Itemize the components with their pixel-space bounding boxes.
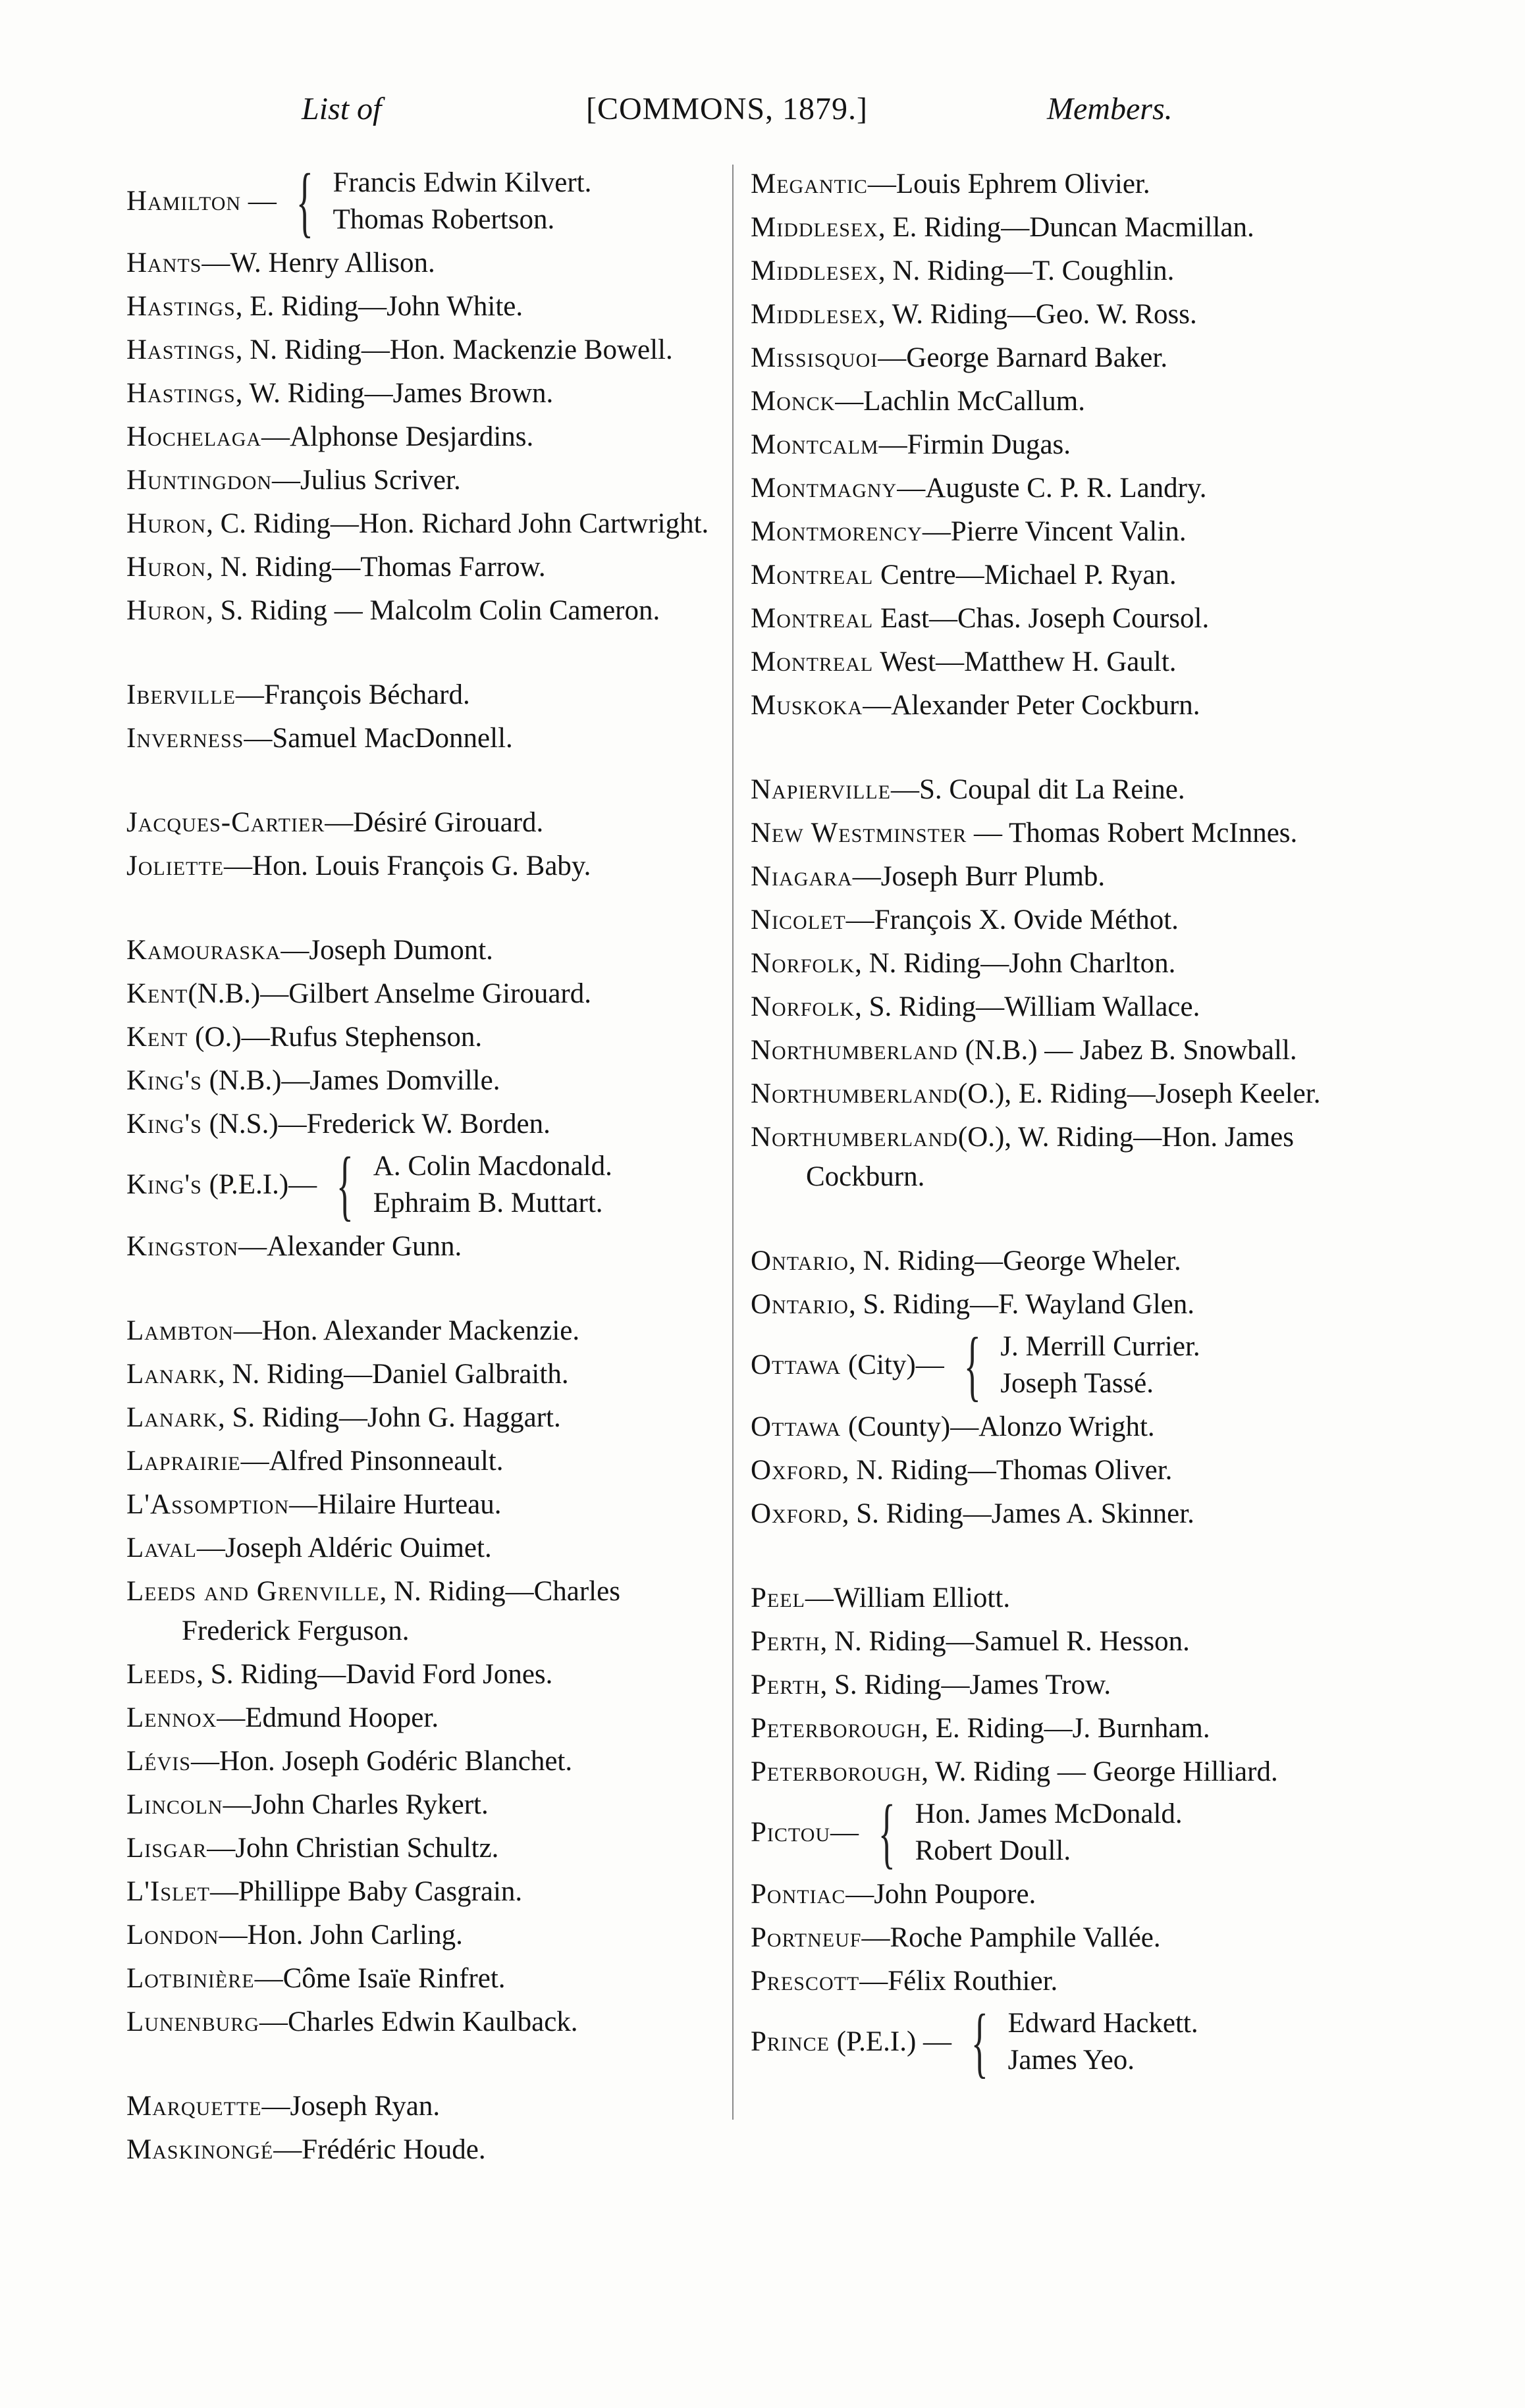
- member-entry: [751, 1494, 1342, 1534]
- constituency-name: Kent: [126, 978, 188, 1009]
- constituency-name: Lennox: [126, 1702, 217, 1733]
- member-details: —Hon. Alexander Mackenzie.: [233, 1315, 580, 1346]
- member-details: , W. Riding—James Brown.: [235, 378, 554, 409]
- member-entry: [126, 1018, 724, 1057]
- member-details: —Félix Routhier.: [859, 1966, 1058, 1997]
- member-details: —W. Henry Allison.: [201, 248, 435, 278]
- member-details: —Côme Isaïe Rinfret.: [254, 1963, 506, 1994]
- section-gap: [126, 890, 724, 931]
- constituency-suffix: (P.E.I.) —: [829, 2026, 952, 2057]
- header-center: [COMMONS, 1879.]: [586, 92, 869, 126]
- constituency-name: Middlesex: [751, 299, 878, 330]
- member-entry: [751, 251, 1342, 291]
- section-gap: [126, 2046, 724, 2087]
- member-entry: [751, 1118, 1342, 1197]
- constituency-name: Kent: [126, 1022, 188, 1053]
- constituency-name: Prince: [751, 2026, 830, 2057]
- member-name: J. Merrill Currier.: [1000, 1331, 1200, 1362]
- member-details: —Hon. John Carling.: [219, 1920, 463, 1950]
- member-entry: [126, 1959, 724, 1999]
- member-entry: [751, 1074, 1342, 1114]
- member-entry: [751, 1579, 1342, 1618]
- member-details: , S. Riding—James Trow.: [820, 1669, 1111, 1700]
- member-entry: [126, 2130, 724, 2170]
- constituency-suffix: —: [241, 186, 277, 217]
- member-details: —François Béchard.: [235, 679, 470, 710]
- constituency-label: [751, 1346, 944, 1385]
- member-details: (N.B.)—Gilbert Anselme Girouard.: [188, 978, 591, 1009]
- constituency-name: Lincoln: [126, 1789, 223, 1820]
- member-details: —Samuel MacDonnell.: [244, 723, 513, 754]
- member-entry: [126, 1311, 724, 1351]
- member-name: Joseph Tassé.: [1000, 1368, 1154, 1399]
- member-entry: [751, 1622, 1342, 1662]
- constituency-name: Northumberland: [751, 1122, 958, 1153]
- member-details: — Thomas Robert McInnes.: [967, 818, 1298, 849]
- member-name: A. Colin Macdonald.: [373, 1151, 612, 1182]
- member-entry: [126, 1655, 724, 1694]
- member-details: —Roche Pamphile Vallée.: [861, 1922, 1161, 1953]
- left-column: [126, 157, 724, 2174]
- member-entry-multi: [751, 1321, 1342, 1409]
- member-entry: [751, 1875, 1342, 1914]
- member-details: —Hon. Joseph Godéric Blanchet.: [190, 1746, 573, 1777]
- member-entry: [751, 1031, 1342, 1070]
- member-names: [333, 165, 591, 238]
- member-details: —Joseph Ryan.: [261, 2091, 441, 2122]
- constituency-name: Portneuf: [751, 1922, 862, 1953]
- constituency-name: Montreal: [751, 603, 874, 634]
- constituency-name: Missisquoi: [751, 342, 878, 373]
- member-details: —Phillippe Baby Casgrain.: [210, 1876, 523, 1907]
- constituency-suffix: (City)—: [841, 1349, 944, 1380]
- member-entry: [751, 944, 1342, 983]
- constituency-name: Huron: [126, 595, 207, 626]
- constituency-name: Jacques-Cartier: [126, 807, 325, 838]
- member-entry: [751, 425, 1342, 465]
- constituency-name: King's: [126, 1065, 202, 1096]
- constituency-suffix: —: [830, 1817, 859, 1848]
- member-entry: [751, 987, 1342, 1027]
- member-entry: [751, 686, 1342, 725]
- constituency-name: Northumberland: [751, 1035, 958, 1066]
- member-entry: [126, 1872, 724, 1912]
- constituency-name: Oxford: [751, 1498, 842, 1529]
- member-entry: [126, 1785, 724, 1825]
- member-entry: [126, 803, 724, 843]
- constituency-name: Pictou: [751, 1817, 831, 1848]
- member-details: —Alfred Pinsonneault.: [240, 1446, 504, 1477]
- constituency-name: New Westminster: [751, 818, 967, 849]
- member-details: —John Poupore.: [845, 1879, 1036, 1910]
- member-details: , N. Riding—Daniel Galbraith.: [217, 1359, 569, 1390]
- brace-glyph: {: [878, 1789, 896, 1876]
- constituency-name: Perth: [751, 1669, 820, 1700]
- member-details: (N.B.) — Jabez B. Snowball.: [957, 1035, 1297, 1066]
- member-details: —Firmin Dugas.: [878, 429, 1071, 460]
- member-details: , N. Riding—Samuel R. Hesson.: [820, 1626, 1190, 1657]
- brace-glyph: {: [296, 157, 313, 245]
- section-gap: [126, 1270, 724, 1311]
- member-details: , E. Riding—Duncan Macmillan.: [878, 212, 1254, 243]
- constituency-name: Napierville: [751, 774, 891, 805]
- constituency-name: Ottawa: [751, 1411, 842, 1442]
- member-entry: [126, 847, 724, 886]
- member-details: —Lachlin McCallum.: [835, 386, 1086, 417]
- member-details: —Alexander Gunn.: [238, 1231, 462, 1262]
- member-entry: [751, 512, 1342, 552]
- constituency-name: Ontario: [751, 1245, 849, 1276]
- member-entry: [751, 1407, 1342, 1447]
- member-names: [1000, 1328, 1200, 1402]
- header-left: List of: [302, 92, 382, 126]
- member-details: (O.), E. Riding—Joseph Keeler.: [957, 1078, 1321, 1109]
- member-entry: [751, 1962, 1342, 2001]
- constituency-name: Leeds and Grenville: [126, 1576, 380, 1607]
- member-entry: [126, 1529, 724, 1568]
- page-header: [0, 91, 1525, 137]
- member-details: —Joseph Aldéric Ouimet.: [196, 1532, 492, 1563]
- constituency-name: Hamilton: [126, 186, 242, 217]
- constituency-name: Hastings: [126, 291, 236, 322]
- member-entry: [126, 1398, 724, 1438]
- member-name: Edward Hackett.: [1007, 2008, 1198, 2039]
- section-gap: [751, 1201, 1342, 1242]
- member-entry: [751, 208, 1342, 248]
- member-details: —Louis Ephrem Olivier.: [867, 169, 1150, 199]
- constituency-name: Huntingdon: [126, 465, 273, 496]
- constituency-name: Huron: [126, 552, 207, 583]
- constituency-name: Laval: [126, 1532, 197, 1563]
- member-details: —François X. Ovide Méthot.: [845, 904, 1179, 935]
- constituency-name: Niagara: [751, 861, 853, 892]
- constituency-name: Marquette: [126, 2091, 262, 2122]
- member-entry: [751, 1918, 1342, 1958]
- constituency-name: Megantic: [751, 169, 868, 199]
- member-name: Thomas Robertson.: [333, 204, 555, 235]
- constituency-name: Lambton: [126, 1315, 234, 1346]
- constituency-label: [126, 182, 277, 221]
- member-entry: [126, 1829, 724, 1868]
- member-details: —George Barnard Baker.: [878, 342, 1168, 373]
- member-details: —William Elliott.: [805, 1583, 1011, 1613]
- member-details: —John Charles Rykert.: [223, 1789, 489, 1820]
- member-name: Francis Edwin Kilvert.: [333, 167, 592, 198]
- member-entry: [126, 1355, 724, 1394]
- member-entry: [126, 719, 724, 758]
- member-details: —S. Coupal dit La Reine.: [890, 774, 1185, 805]
- member-entry: [751, 382, 1342, 421]
- section-gap: [751, 729, 1342, 770]
- member-entry: [126, 287, 724, 327]
- constituency-name: Hants: [126, 248, 202, 278]
- constituency-name: Peel: [751, 1583, 805, 1613]
- constituency-name: Middlesex: [751, 255, 878, 286]
- member-entry: [751, 814, 1342, 853]
- member-entry: [126, 244, 724, 283]
- constituency-name: L'Assomption: [126, 1489, 290, 1520]
- member-entry: [751, 1752, 1342, 1792]
- member-entry: [751, 770, 1342, 810]
- member-details: —Hilaire Hurteau.: [289, 1489, 502, 1520]
- member-entry: [751, 1709, 1342, 1748]
- right-column: [751, 165, 1342, 2084]
- member-details: , S. Riding—William Wallace.: [855, 991, 1200, 1022]
- member-details: —Joseph Burr Plumb.: [852, 861, 1106, 892]
- constituency-name: Peterborough: [751, 1756, 922, 1787]
- constituency-name: Peterborough: [751, 1713, 922, 1744]
- member-entry: [751, 1285, 1342, 1324]
- member-details: , N. Riding—T. Coughlin.: [878, 255, 1175, 286]
- member-entry: [126, 330, 724, 370]
- constituency-name: Leeds: [126, 1659, 197, 1690]
- member-entry: [751, 642, 1342, 682]
- member-details: East—Chas. Joseph Coursol.: [873, 603, 1210, 634]
- header-right: Members.: [1047, 92, 1173, 126]
- member-entry: [126, 504, 724, 544]
- member-entry: [751, 1665, 1342, 1705]
- constituency-name: Montcalm: [751, 429, 879, 460]
- member-details: (County)—Alonzo Wright.: [841, 1411, 1155, 1442]
- member-entry: [126, 931, 724, 970]
- constituency-name: Hochelaga: [126, 421, 262, 452]
- member-name: Hon. James McDonald.: [915, 1798, 1183, 1829]
- section-gap: [126, 762, 724, 803]
- member-entry: [751, 857, 1342, 897]
- constituency-name: Montmagny: [751, 473, 897, 504]
- column-divider: [732, 165, 734, 2120]
- constituency-name: Inverness: [126, 723, 244, 754]
- constituency-name: Kingston: [126, 1231, 239, 1262]
- constituency-name: Ontario: [751, 1289, 849, 1320]
- constituency-name: Ottawa: [751, 1349, 842, 1380]
- member-entry: [751, 1242, 1342, 1281]
- constituency-name: Monck: [751, 386, 836, 417]
- member-entry-multi: [126, 1141, 724, 1228]
- member-entry: [751, 165, 1342, 204]
- member-entry: [126, 2002, 724, 2042]
- member-details: , E. Riding—John White.: [235, 291, 523, 322]
- member-details: , S. Riding—F. Wayland Glen.: [848, 1289, 1195, 1320]
- constituency-name: Northumberland: [751, 1078, 958, 1109]
- member-names: [373, 1148, 612, 1222]
- constituency-name: Norfolk: [751, 948, 855, 979]
- member-entry: [126, 591, 724, 631]
- constituency-name: Lanark: [126, 1402, 218, 1433]
- member-names: [1008, 2005, 1198, 2079]
- member-entry-multi: [126, 157, 724, 245]
- constituency-name: Kamouraska: [126, 935, 281, 966]
- member-details: —Alphonse Desjardins.: [261, 421, 534, 452]
- member-details: , W. Riding — George Hilliard.: [921, 1756, 1278, 1787]
- member-entry-multi: [751, 1998, 1342, 2085]
- member-entry: [126, 1105, 724, 1144]
- member-details: , S. Riding—John G. Haggart.: [217, 1402, 561, 1433]
- member-details: —Hon. Louis François G. Baby.: [224, 851, 591, 881]
- constituency-name: London: [126, 1920, 219, 1950]
- member-details: —Pierre Vincent Valin.: [922, 516, 1187, 547]
- constituency-name: Prescott: [751, 1966, 860, 1997]
- constituency-name: Hastings: [126, 334, 236, 365]
- member-details: —Alexander Peter Cockburn.: [863, 690, 1200, 721]
- member-details: , N. Riding—Hon. Mackenzie Bowell.: [235, 334, 673, 365]
- constituency-name: Montreal: [751, 646, 874, 677]
- member-details: , N. Riding—Thomas Farrow.: [206, 552, 546, 583]
- constituency-name: Oxford: [751, 1455, 842, 1486]
- member-entry: [751, 556, 1342, 595]
- member-details: (O.), W. Riding—Hon. James Cockburn.: [806, 1122, 1294, 1192]
- member-entry: [126, 1572, 724, 1651]
- member-entry: [126, 461, 724, 500]
- member-details: , S. Riding — Malcolm Colin Cameron.: [206, 595, 660, 626]
- constituency-suffix: (P.E.I.)—: [201, 1169, 317, 1200]
- constituency-name: King's: [126, 1109, 202, 1139]
- constituency-name: Montreal: [751, 560, 874, 590]
- constituency-name: Laprairie: [126, 1446, 241, 1477]
- member-entry: [751, 1451, 1342, 1490]
- member-details: —Frédéric Houde.: [273, 2134, 486, 2165]
- member-details: —John Christian Schultz.: [207, 1833, 499, 1864]
- member-entry: [126, 1698, 724, 1738]
- member-entry: [126, 1061, 724, 1101]
- member-details: , N. Riding—Thomas Oliver.: [842, 1455, 1173, 1486]
- constituency-name: Perth: [751, 1626, 820, 1657]
- constituency-name: Maskinongé: [126, 2134, 274, 2165]
- constituency-name: Iberville: [126, 679, 236, 710]
- constituency-label: [751, 1813, 859, 1852]
- member-name: Ephraim B. Muttart.: [373, 1188, 603, 1218]
- member-details: —Auguste C. P. R. Landry.: [897, 473, 1207, 504]
- member-entry: [126, 374, 724, 413]
- member-entry: [751, 295, 1342, 334]
- constituency-name: Huron: [126, 508, 207, 539]
- member-details: , N. Riding—Charles Frederick Ferguson.: [182, 1576, 620, 1646]
- member-entry: [126, 675, 724, 715]
- constituency-name: Joliette: [126, 851, 225, 881]
- constituency-name: Lanark: [126, 1359, 218, 1390]
- member-details: (N.B.)—James Domville.: [201, 1065, 500, 1096]
- member-entry: [126, 1485, 724, 1525]
- constituency-name: Montmorency: [751, 516, 923, 547]
- constituency-name: Hastings: [126, 378, 236, 409]
- member-names: [915, 1796, 1183, 1870]
- brace-glyph: {: [963, 1321, 981, 1409]
- constituency-name: King's: [126, 1169, 202, 1200]
- constituency-name: Lévis: [126, 1746, 191, 1777]
- constituency-name: Nicolet: [751, 904, 846, 935]
- member-entry: [126, 1916, 724, 1955]
- constituency-name: Lisgar: [126, 1833, 207, 1864]
- member-details: , C. Riding—Hon. Richard John Cartwright.: [206, 508, 709, 539]
- constituency-name: Pontiac: [751, 1879, 846, 1910]
- constituency-name: Lunenburg: [126, 2006, 259, 2037]
- constituency-name: Lotbinière: [126, 1963, 255, 1994]
- brace-glyph: {: [336, 1141, 354, 1228]
- constituency-name: Muskoka: [751, 690, 863, 721]
- member-entry: [126, 548, 724, 587]
- member-details: —Désiré Girouard.: [325, 807, 544, 838]
- constituency-label: [751, 2022, 951, 2062]
- member-details: —Charles Edwin Kaulback.: [259, 2006, 578, 2037]
- member-details: , S. Riding—James A. Skinner.: [842, 1498, 1194, 1529]
- member-entry: [751, 901, 1342, 940]
- section-gap: [751, 1538, 1342, 1579]
- constituency-label: [126, 1165, 317, 1205]
- member-details: , S. Riding—David Ford Jones.: [196, 1659, 553, 1690]
- member-details: (N.S.)—Frederick W. Borden.: [201, 1109, 550, 1139]
- member-entry: [751, 469, 1342, 508]
- member-entry: [126, 2087, 724, 2126]
- member-details: , E. Riding—J. Burnham.: [921, 1713, 1210, 1744]
- member-details: , N. Riding—John Charlton.: [855, 948, 1176, 979]
- member-entry-multi: [751, 1789, 1342, 1876]
- member-details: (O.)—Rufus Stephenson.: [188, 1022, 483, 1053]
- constituency-name: Norfolk: [751, 991, 855, 1022]
- constituency-name: L'Islet: [126, 1876, 210, 1907]
- member-name: James Yeo.: [1007, 2045, 1135, 2076]
- member-details: , N. Riding—George Wheler.: [848, 1245, 1181, 1276]
- member-name: Robert Doull.: [915, 1835, 1071, 1866]
- member-entry: [126, 974, 724, 1014]
- member-details: West—Matthew H. Gault.: [873, 646, 1177, 677]
- member-details: , W. Riding—Geo. W. Ross.: [878, 299, 1197, 330]
- constituency-name: Middlesex: [751, 212, 878, 243]
- member-details: —Edmund Hooper.: [217, 1702, 439, 1733]
- member-entry: [126, 1442, 724, 1481]
- member-details: —Joseph Dumont.: [281, 935, 493, 966]
- brace-glyph: {: [971, 1998, 988, 2085]
- section-gap: [126, 635, 724, 675]
- member-details: Centre—Michael P. Ryan.: [873, 560, 1177, 590]
- member-entry: [126, 1742, 724, 1781]
- member-entry: [126, 417, 724, 457]
- member-entry: [751, 338, 1342, 378]
- member-entry: [751, 599, 1342, 639]
- member-entry: [126, 1227, 724, 1267]
- member-details: —Julius Scriver.: [272, 465, 461, 496]
